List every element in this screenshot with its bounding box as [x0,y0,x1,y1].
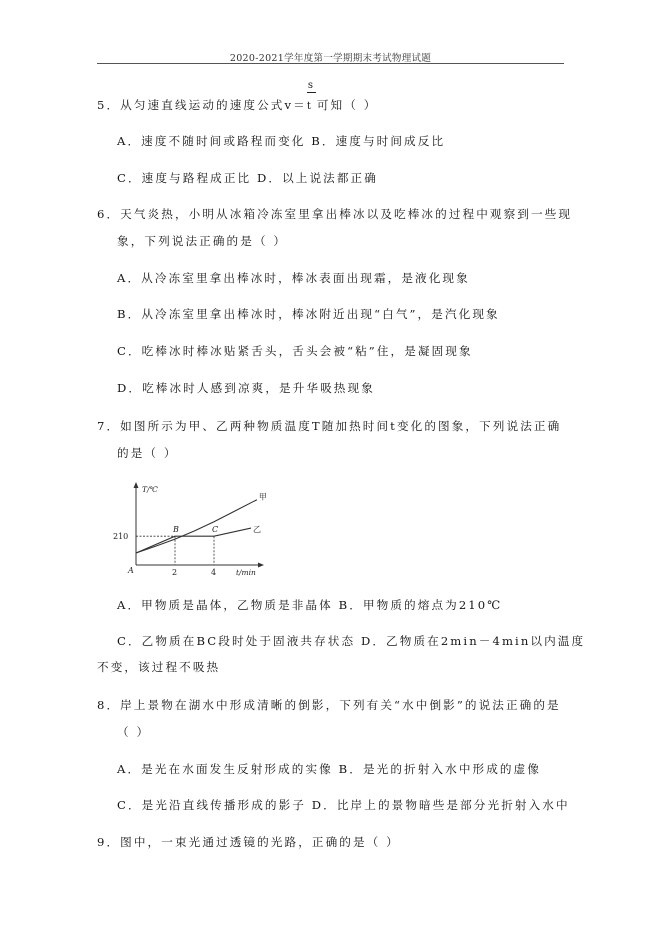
question-6-option-c: C．吃棒冰时棒冰贴紧舌头，舌头会被“粘”住，是凝固现象 [117,344,473,358]
point-label-c: C [212,525,219,535]
x-axis-arrow [258,563,264,568]
series-label-jia: 甲 [258,492,267,502]
temperature-time-graph [110,478,270,578]
question-7-option-cd: C．乙物质在BC段时处于固液共存状态 D．乙物质在2min－4min以内温度 [117,634,586,648]
question-5-stem-text-2: 可知（ ） [316,98,378,112]
question-8-stem-line-1: 8．岸上景物在湖水中形成清晰的倒影，下列有关“水中倒影”的说法正确的是 [97,698,561,712]
x-axis-label: t/min [236,568,256,577]
question-7-option-ab: A．甲物质是晶体，乙物质是非晶体 B．甲物质的熔点为210℃ [117,598,503,612]
formula-fraction-bar [307,92,316,93]
question-6-stem-line-1: 6．天气炎热，小明从冰箱冷冻室里拿出棒冰以及吃棒冰的过程中观察到一些现 [97,207,573,221]
question-6-option-a: A．从冷冻室里拿出棒冰时，棒冰表面出现霜，是液化现象 [117,271,470,285]
y-axis-label: T/℃ [142,485,158,494]
velocity-formula [306,80,317,112]
question-5-stem-text-1: 5．从匀速直线运动的速度公式v＝ [97,98,307,112]
x-tick-label-2: 2 [172,568,178,577]
formula-numerator: s [307,80,316,91]
point-label-b: B [173,525,179,535]
point-label-a: A [128,566,134,575]
question-8-option-cd: C．是光沿直线传播形成的影子 D．比岸上的景物暗些是部分光折射入水中 [117,798,570,812]
question-6-option-b: B．从冷冻室里拿出棒冰时，棒冰附近出现“白气”，是汽化现象 [117,307,500,321]
question-8-stem-line-2: （ ） [117,725,151,739]
question-7-stem-line-2: 的是（ ） [117,446,178,460]
y-axis-arrow [134,482,139,488]
question-8-option-ab: A．是光在水面发生反射形成的实像 B．是光的折射入水中形成的虚像 [117,762,541,776]
y-tick-label-210: 210 [113,532,129,542]
formula-denominator: t [306,101,313,112]
x-tick-label-4: 4 [211,568,217,577]
question-6-stem-line-2: 象，下列说法正确的是（ ） [117,234,288,248]
header-divider [97,63,564,64]
question-9-stem: 9．图中，一束光通过透镜的光路，正确的是（ ） [97,835,400,849]
question-7-stem-line-1: 7．如图所示为甲、乙两种物质温度T随加热时间t变化的图象，下列说法正确 [97,419,562,433]
question-7-option-d-continued: 不变，该过程不吸热 [97,660,221,674]
question-5-stem [97,80,378,113]
page-header: 2020-2021学年度第一学期期末考试物理试题 [229,53,432,64]
question-5-option-cd: C．速度与路程成正比 D．以上说法都正确 [117,171,378,185]
question-5-option-ab: A．速度不随时间或路程而变化 B．速度与时间成反比 [117,134,446,148]
series-label-yi: 乙 [253,525,262,535]
question-6-option-d: D．吃棒冰时人感到凉爽，是升华吸热现象 [117,381,375,395]
